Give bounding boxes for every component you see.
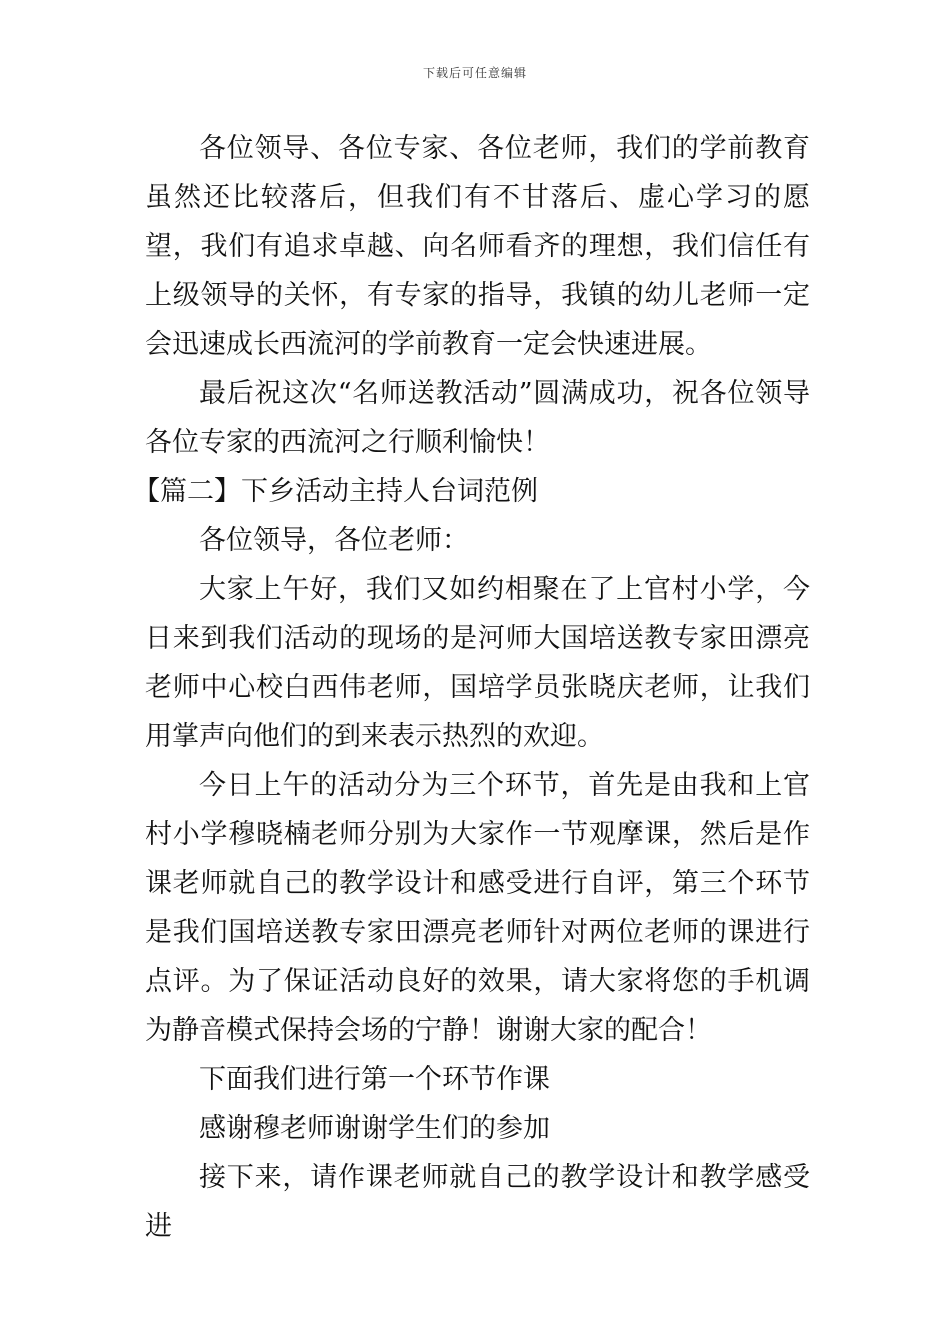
paragraph-welcome: 大家上午好，我们又如约相聚在了上官村小学，今日来到我们活动的现场的是河师大国培送教专家田漂亮老师中心校白西伟老师，国培学员张晓庆老师，让我们用掌声向他们的到来表示热烈的欢迎。 [145, 574, 810, 752]
document-body [133, 124, 810, 1251]
paragraph-first-session: 下面我们进行第一个环节作课 [199, 1064, 550, 1095]
section-heading: 【篇二】下乡活动主持人台词范例 [133, 476, 538, 507]
paragraph-next: 接下来，请作课老师就自己的教学设计和教学感受进 [145, 1162, 810, 1242]
page-header-note: 下载后可任意编辑 [422, 66, 527, 80]
paragraph-thanks: 感谢穆老师谢谢学生们的参加 [199, 1113, 550, 1144]
paragraph-greeting: 各位领导，各位老师： [199, 525, 469, 556]
paragraph-best-wishes: 最后祝这次“名师送教活动”圆满成功，祝各位领导各位专家的西流河之行顺利愉快！ [145, 378, 810, 458]
paragraph-agenda: 今日上午的活动分为三个环节，首先是由我和上官村小学穆晓楠老师分别为大家作一节观摩课，然后是作课老师就自己的教学设计和感受进行自评，第三个环节是我们国培送教专家田漂亮老师针对两位老师的课进行点评。为了保证活动良好的效果，请大家将您的手机调为静音模式保持会场的宁静！谢谢大家的配合！ [145, 770, 810, 1046]
paragraph-closing-remarks: 各位领导、各位专家、各位老师，我们的学前教育虽然还比较落后，但我们有不甘落后、虚心学习的愿望，我们有追求卓越、向名师看齐的理想，我们信任有上级领导的关怀，有专家的指导，我镇的幼儿老师一定会迅速成长西流河的学前教育一定会快速进展。 [145, 133, 810, 360]
